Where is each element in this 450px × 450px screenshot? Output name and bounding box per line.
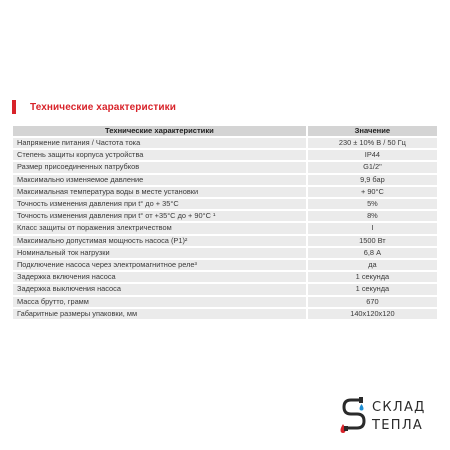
section-marker: [12, 100, 16, 114]
specs-table: [13, 124, 437, 321]
row-name: Номинальный ток нагрузки: [13, 248, 306, 258]
table-row: [13, 211, 437, 221]
row-value: 6,8 А: [306, 248, 437, 258]
table-header-row: [13, 126, 437, 136]
row-name: Точность изменения давления при t° от +35°C до + 90°C ¹: [13, 211, 306, 221]
row-value: 9,9 бар: [306, 175, 437, 185]
row-value: 8%: [306, 211, 437, 221]
table-row: [13, 162, 437, 172]
row-name: Степень защиты корпуса устройства: [13, 150, 306, 160]
row-name: Максимально допустимая мощность насоса (P1)²: [13, 236, 306, 246]
table-row: [13, 309, 437, 319]
row-name: Максимально изменяемое давление: [13, 175, 306, 185]
table-row: [13, 284, 437, 294]
table-row: [13, 297, 437, 307]
row-value: I: [306, 223, 437, 233]
header-name: Технические характеристики: [13, 126, 306, 136]
row-value: + 90°C: [306, 187, 437, 197]
table-row: [13, 236, 437, 246]
row-value: 5%: [306, 199, 437, 209]
table-row: [13, 187, 437, 197]
table-row: [13, 150, 437, 160]
table-row: [13, 260, 437, 270]
row-value: да: [306, 260, 437, 270]
table-row: [13, 272, 437, 282]
row-value: 1500 Вт: [306, 236, 437, 246]
section-header: [12, 99, 176, 115]
row-name: Подключение насоса через электромагнитное реле³: [13, 260, 306, 270]
row-name: Задержка включения насоса: [13, 272, 306, 282]
s-pipe-logo-icon: [338, 394, 372, 440]
row-value: G1/2": [306, 162, 437, 172]
row-value: 1 секунда: [306, 272, 437, 282]
row-value: 670: [306, 297, 437, 307]
row-name: Максимальная температура воды в месте установки: [13, 187, 306, 197]
row-name: Класс защиты от поражения электричеством: [13, 223, 306, 233]
table-row: [13, 175, 437, 185]
row-name: Габаритные размеры упаковки, мм: [13, 309, 306, 319]
table-row: [13, 138, 437, 148]
row-name: Масса брутто, грамм: [13, 297, 306, 307]
table-row: [13, 248, 437, 258]
row-value: 140x120x120: [306, 309, 437, 319]
table-row: [13, 223, 437, 233]
row-name: Напряжение питания / Частота тока: [13, 138, 306, 148]
row-name: Размер присоединенных патрубков: [13, 162, 306, 172]
table-row: [13, 199, 437, 209]
logo-word-tepla: ТЕПЛА: [372, 418, 424, 433]
row-value: 1 секунда: [306, 284, 437, 294]
logo-word-sklad: СКЛАД: [372, 400, 426, 415]
section-title: Технические характеристики: [30, 101, 176, 113]
brand-logo: [338, 394, 442, 440]
header-value: Значение: [306, 126, 437, 136]
row-name: Точность изменения давления при t° до + 35°C: [13, 199, 306, 209]
row-value: 230 ± 10% В / 50 Гц: [306, 138, 437, 148]
row-name: Задержка выключения насоса: [13, 284, 306, 294]
row-value: IP44: [306, 150, 437, 160]
